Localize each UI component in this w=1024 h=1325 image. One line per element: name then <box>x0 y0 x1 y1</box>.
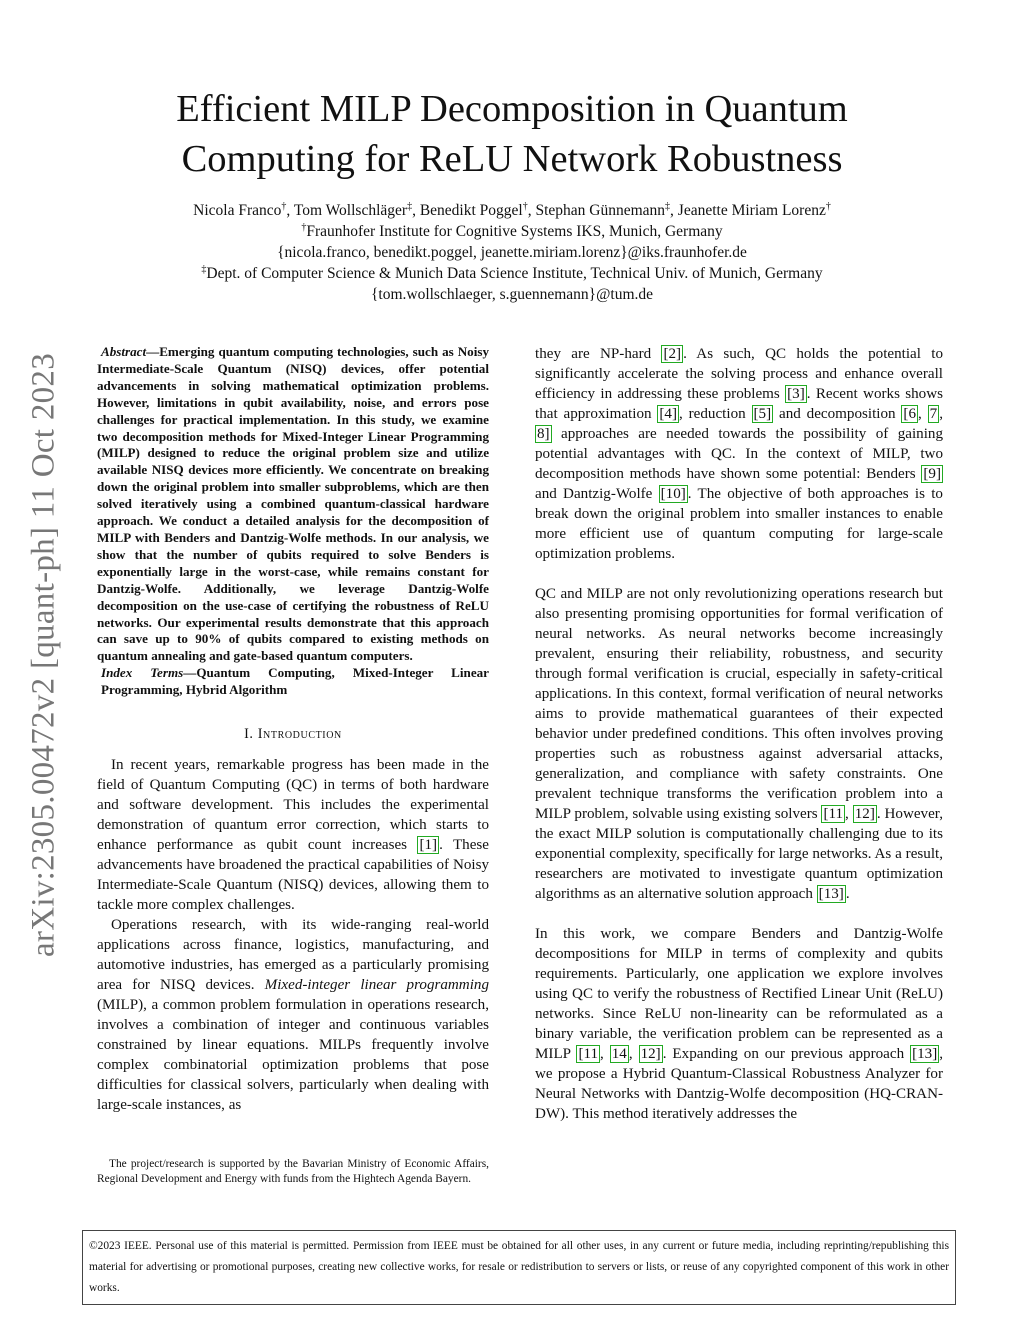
citation-link[interactable]: [2] <box>663 346 682 362</box>
text-run: they are NP-hard <box>535 346 662 362</box>
author-separator: , <box>412 202 420 219</box>
emphasis-text: Mixed-integer linear programming <box>264 977 489 994</box>
text-run: , reduction <box>679 406 752 422</box>
left-column <box>97 344 489 1115</box>
intro-paragraph-1 <box>97 755 489 915</box>
citation-link[interactable]: [1] <box>419 837 438 854</box>
text-run: and Dantzig-Wolfe <box>535 486 659 502</box>
affiliation-1 <box>60 221 964 242</box>
text-run: and decomposition <box>773 406 902 422</box>
text-run: , <box>939 406 943 422</box>
citation-link[interactable]: [11 <box>823 806 844 822</box>
copyright-notice: ©2023 IEEE. Personal use of this material is permitted. Permission from IEEE must be obtained for all other uses, in any current or future media, including reprinting/republishing this material for advertising or promotional purposes, creating new collective works, for resale or redistribution to servers or lists, or reuse of any copyrighted component of this work in other works. <box>82 1230 956 1305</box>
right-paragraph-2 <box>535 584 943 904</box>
author-mark: † <box>281 200 287 212</box>
citation-link[interactable]: [6 <box>903 406 916 422</box>
intro-paragraph-2 <box>97 915 489 1115</box>
author-name: Stephan Günnemann <box>535 202 666 219</box>
affiliation-mark: † <box>301 221 307 233</box>
text-run: . Recent works shows that approximation <box>535 386 943 422</box>
funding-footnote: The project/research is supported by the Bavarian Ministry of Economic Affairs, Regional Development and Energy with funds from the Hightech Agenda Bayern. <box>97 1158 489 1185</box>
text-run: . As such, QC holds the potential to significantly accelerate the solving process and enhance overall efficiency in addressing these problems <box>535 346 943 402</box>
citation-link[interactable]: [10] <box>660 486 686 502</box>
text-run: (MILP), a common problem formulation in operations research, involves a combination of integer and continuous variables constrained by linear equations. MILPs frequently involve complex combinatorial optimization problems that pose difficulties for classical solvers, particularly when dealing with large-scale instances, as <box>97 997 489 1114</box>
email-2: {tom.wollschlaeger, s.guennemann}@tum.de <box>370 286 654 303</box>
text-run: . Expanding on our previous approach <box>662 1046 911 1062</box>
author-mark: ‡ <box>665 200 671 212</box>
affiliation-2 <box>60 263 964 284</box>
title-line-2: Computing for ReLU Network Robustness <box>181 138 843 180</box>
author-block <box>60 200 964 305</box>
text-run: , we propose a Hybrid Quantum-Classical Robustness Analyzer for Neural Networks with Dantzig-Wolfe decomposition (HQ-CRAN-DW). This method iteratively addresses the <box>535 1046 944 1122</box>
text-run: Operations research, with its wide-ranging real-world applications across finance, logistics, manufacturing, and automotive industries, has emerged as a particularly promising area for NISQ devices. <box>97 917 489 994</box>
paragraph-gap <box>535 564 943 584</box>
abstract <box>97 344 489 665</box>
author-name: Benedikt Poggel <box>419 202 523 219</box>
author-separator: , <box>286 202 294 219</box>
paper-title <box>100 84 924 184</box>
text-run: In this work, we compare Benders and Dantzig-Wolfe decompositions for MILP in terms of complexity and qubits requirements. Particularly, one application we explore involves using QC to verify the robustness of Rectified Linear Unit (ReLU) networks. Since ReLU non-linearity can be reformulated as a binary variable, the verification problem can be represented as a MILP <box>535 926 943 1062</box>
text-run: , <box>628 1046 639 1062</box>
affiliation-text: Dept. of Computer Science & Munich Data Science Institute, Technical Univ. of Munich, Germany <box>206 265 823 282</box>
abstract-label: Abstract <box>101 344 147 359</box>
citation-link[interactable]: [13] <box>818 886 844 902</box>
author-name: Nicola Franco <box>193 202 282 219</box>
abstract-text: —Emerging quantum computing technologies, such as Noisy Intermediate-Scale Quantum (NISQ) devices, offer potential advancements in solving mathematical optimization problems. However, limitations in qubit availability, noise, and errors pose challenges for practical implementation. In this study, we examine two decomposition methods for Mixed-Integer Linear Programming (MILP) designed to reduce the original problem size and utilize available NISQ devices more efficiently. We concentrate on breaking down the original problem into smaller subproblems, which are then solved iteratively using a combined quantum-classical hardware approach. We conduct a detailed analysis for the decomposition of MILP with Benders and Dantzig-Wolfe methods. In our analysis, we show that the number of qubits required to solve Benders is exponentially large in the worst-case, while remains constant for Dantzig-Wolfe. Additionally, we leverage Dantzig-Wolfe decomposition on the use-case of certifying the robustness of ReLU networks. Our experimental results demonstrate that this approach can save up to 90% of qubits compared to existing methods on quantum annealing and gate-based quantum computers. <box>97 344 489 664</box>
author-name: Tom Wollschläger <box>293 202 408 219</box>
text-run: . These advancements have broadened the practical capabilities of Noisy Intermediate-Scale Quantum (NISQ) devices, allowing them to tackle more complex challenges. <box>97 837 489 914</box>
right-paragraph-1 <box>535 344 943 564</box>
citation-link[interactable]: 8] <box>537 426 550 442</box>
citation-link[interactable]: 12] <box>640 1046 661 1062</box>
citation-link[interactable]: [3] <box>787 386 805 402</box>
index-terms-label: Index Terms <box>101 665 184 681</box>
text-run: , <box>600 1046 610 1062</box>
text-run: QC and MILP are not only revolutionizing operations research but also presenting promising opportunities for formal verification of neural networks. As neural networks become increasingly prevalent, ensuring their reliability, robustness, and security through formal verification is crucial, especially in safety-critical applications. In this context, formal verification of neural networks aims to provide mathematical guarantees of their expected behavior under predefined conditions. This often involves proving properties such as robustness against adversarial attacks, generalization, and compliance with safety constraints. One prevalent technique transforms the verification problem into a MILP problem, solvable using existing solvers <box>535 586 943 822</box>
citation-link[interactable]: [11 <box>578 1046 599 1062</box>
citation-link[interactable]: 12] <box>854 806 875 822</box>
citation-link[interactable]: 7 <box>929 406 938 422</box>
section-title: Introduction <box>257 726 342 743</box>
text-run: . The objective of both approaches is to break down the original problem into smaller instances to enable more efficient use of quantum computing for large-scale optimization problems. <box>535 486 943 562</box>
citation-link[interactable]: [4] <box>659 406 678 422</box>
affiliation-mark: ‡ <box>201 263 207 275</box>
text-run: , <box>845 806 853 822</box>
author-list <box>60 200 964 221</box>
author-mark: † <box>825 200 831 212</box>
affiliation-text: Fraunhofer Institute for Cognitive Systems IKS, Munich, Germany <box>306 223 723 240</box>
text-run: . However, the exact MILP solution is computationally challenging due to its exponential complexity, specifically for large networks. As a result, researchers are motivated to investigate quantum optimization algorithms as an alternative solution approach <box>535 806 943 902</box>
citation-link[interactable]: 14 <box>611 1046 627 1062</box>
paragraph-gap <box>535 904 943 924</box>
author-mark: † <box>522 200 528 212</box>
right-paragraph-3 <box>535 924 943 1124</box>
index-terms-text: —Quantum Computing, Mixed-Integer Linear Programming, Hybrid Algorithm <box>101 665 489 698</box>
footnote-area <box>97 1157 489 1187</box>
citation-link[interactable]: [9] <box>923 466 941 482</box>
citation-link[interactable]: [5] <box>753 406 772 422</box>
author-name: Jeanette Miriam Lorenz <box>677 202 826 219</box>
author-separator: , <box>527 202 536 219</box>
index-terms <box>97 665 489 699</box>
citation-link[interactable]: [13] <box>912 1046 938 1062</box>
author-separator: , <box>670 202 678 219</box>
section-number: I. <box>244 726 258 743</box>
email-1: {nicola.franco, benedikt.poggel, jeanette.miriam.lorenz}@iks.fraunhofer.de <box>277 244 747 261</box>
text-run: In recent years, remarkable progress has been made in the field of Quantum Computing (QC) in terms of both hardware and software development. This includes the experimental demonstration of quantum error correction, which starts to enhance performance as qubit count increases <box>97 757 489 854</box>
text-run: approaches are needed towards the possibility of gaining potential advantages with QC. In the context of MILP, two decomposition methods have shown some potential: Benders <box>535 426 943 482</box>
right-column <box>535 344 943 1124</box>
title-line-1: Efficient MILP Decomposition in Quantum <box>176 88 848 130</box>
arxiv-identifier: arXiv:2305.00472v2 [quant-ph] 11 Oct 2023 <box>25 352 62 958</box>
text-run: , <box>918 406 928 422</box>
section-heading <box>97 726 489 743</box>
author-mark: ‡ <box>407 200 413 212</box>
text-run: . <box>845 886 850 902</box>
